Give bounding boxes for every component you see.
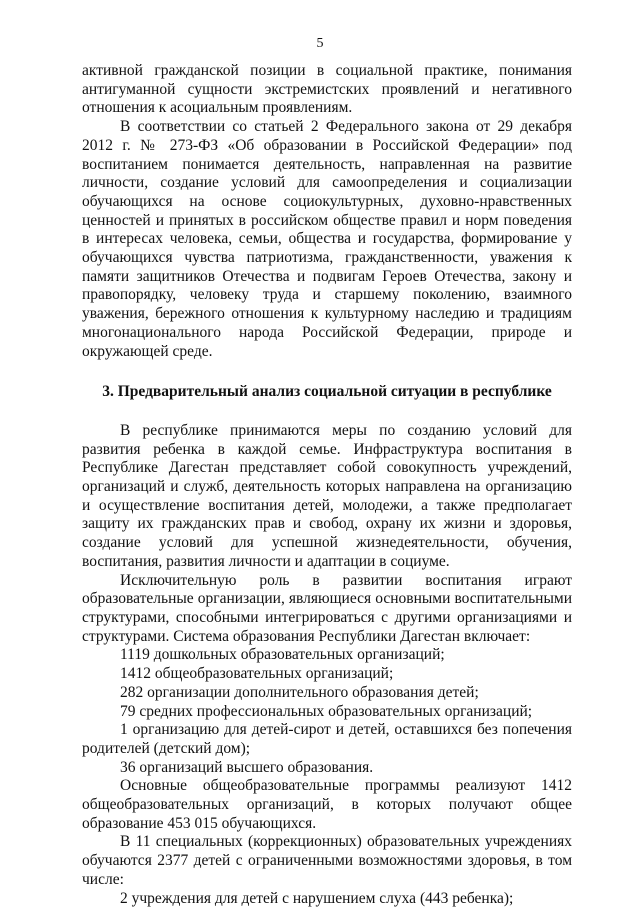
list-item: 1412 общеобразовательных организаций; [120,665,394,683]
page-number: 5 [316,36,324,51]
section-heading: 3. Предварительный анализ социальной ситуации в республике [102,383,552,401]
list-item: 1119 дошкольных образовательных организаций; [120,646,445,664]
paragraph-role: Исключительную роль в развитии воспитания играют образовательные организации, являющиеся основными воспитательными структурами, способными интегрироваться с другими организациями и структурами. Система образования Республики Дагестан включает: [82,571,572,645]
list-item: 1 организацию для детей-сирот и детей, оставшихся без попечения родителей (детский дом); [82,721,572,757]
paragraph-programs: Основные общеобразовательные программы реализуют 1412 общеобразовательных организаций, в которых получают общее образование 453 015 обучающихся. [82,777,572,832]
document-body [82,62,572,908]
list-item: 79 средних профессиональных образовательных организаций; [120,702,533,720]
list-item: 36 организаций высшего образования. [120,758,374,776]
paragraph-hearing: 2 учреждения для детей с нарушением слуха (443 ребенка); [120,889,514,907]
paragraph-law-definition: В соответствии со статьей 2 Федерального закона от 29 декабря 2012 г. № 273-ФЗ «Об образовании в Российской Федерации» под воспитанием понимается деятельность, направленная на развитие личности, создание условий для самоопределения и социализации обучающихся на основе социокультурных, духовно-нравственных ценностей и принятых в российском обществе правил и норм поведения в интересах человека, семьи, общества и государства, формирование у обучающихся чувства патриотизма, гражданственности, уважения к памяти защитников Отечества и подвигам Героев Отечества, закону и правопорядку, человеку труда и старшему поколению, взаимного уважения, бережного отношения к культурному наследию и традициям многонационального народа Российской Федерации, природе и окружающей среде. [82,118,572,360]
list-item: 282 организации дополнительного образования детей; [120,683,479,701]
paragraph-special-institutions: В 11 специальных (коррекционных) образовательных учреждениях обучаются 2377 детей с ограниченными возможностями здоровья, в том числе: [82,833,572,888]
paragraph-continuation: активной гражданской позиции в социальной практике, понимания антигуманной сущности экстремистских проявлений и негативного отношения к асоциальным проявлениям. [82,62,572,117]
paragraph-infrastructure: В республике принимаются меры по созданию условий для развития ребенка в каждой семье. Инфраструктура воспитания в Республике Дагестан представляет собой совокупность учреждений, организаций и служб, деятельность которых направлена на организацию и осуществление воспитания детей, молодежи, а также предполагает защиту их гражданских прав и свобод, охрану их жизни и здоровья, создание условий для успешной жизнедеятельности, обучения, воспитания, развития личности и адаптации в социуме. [82,421,572,570]
